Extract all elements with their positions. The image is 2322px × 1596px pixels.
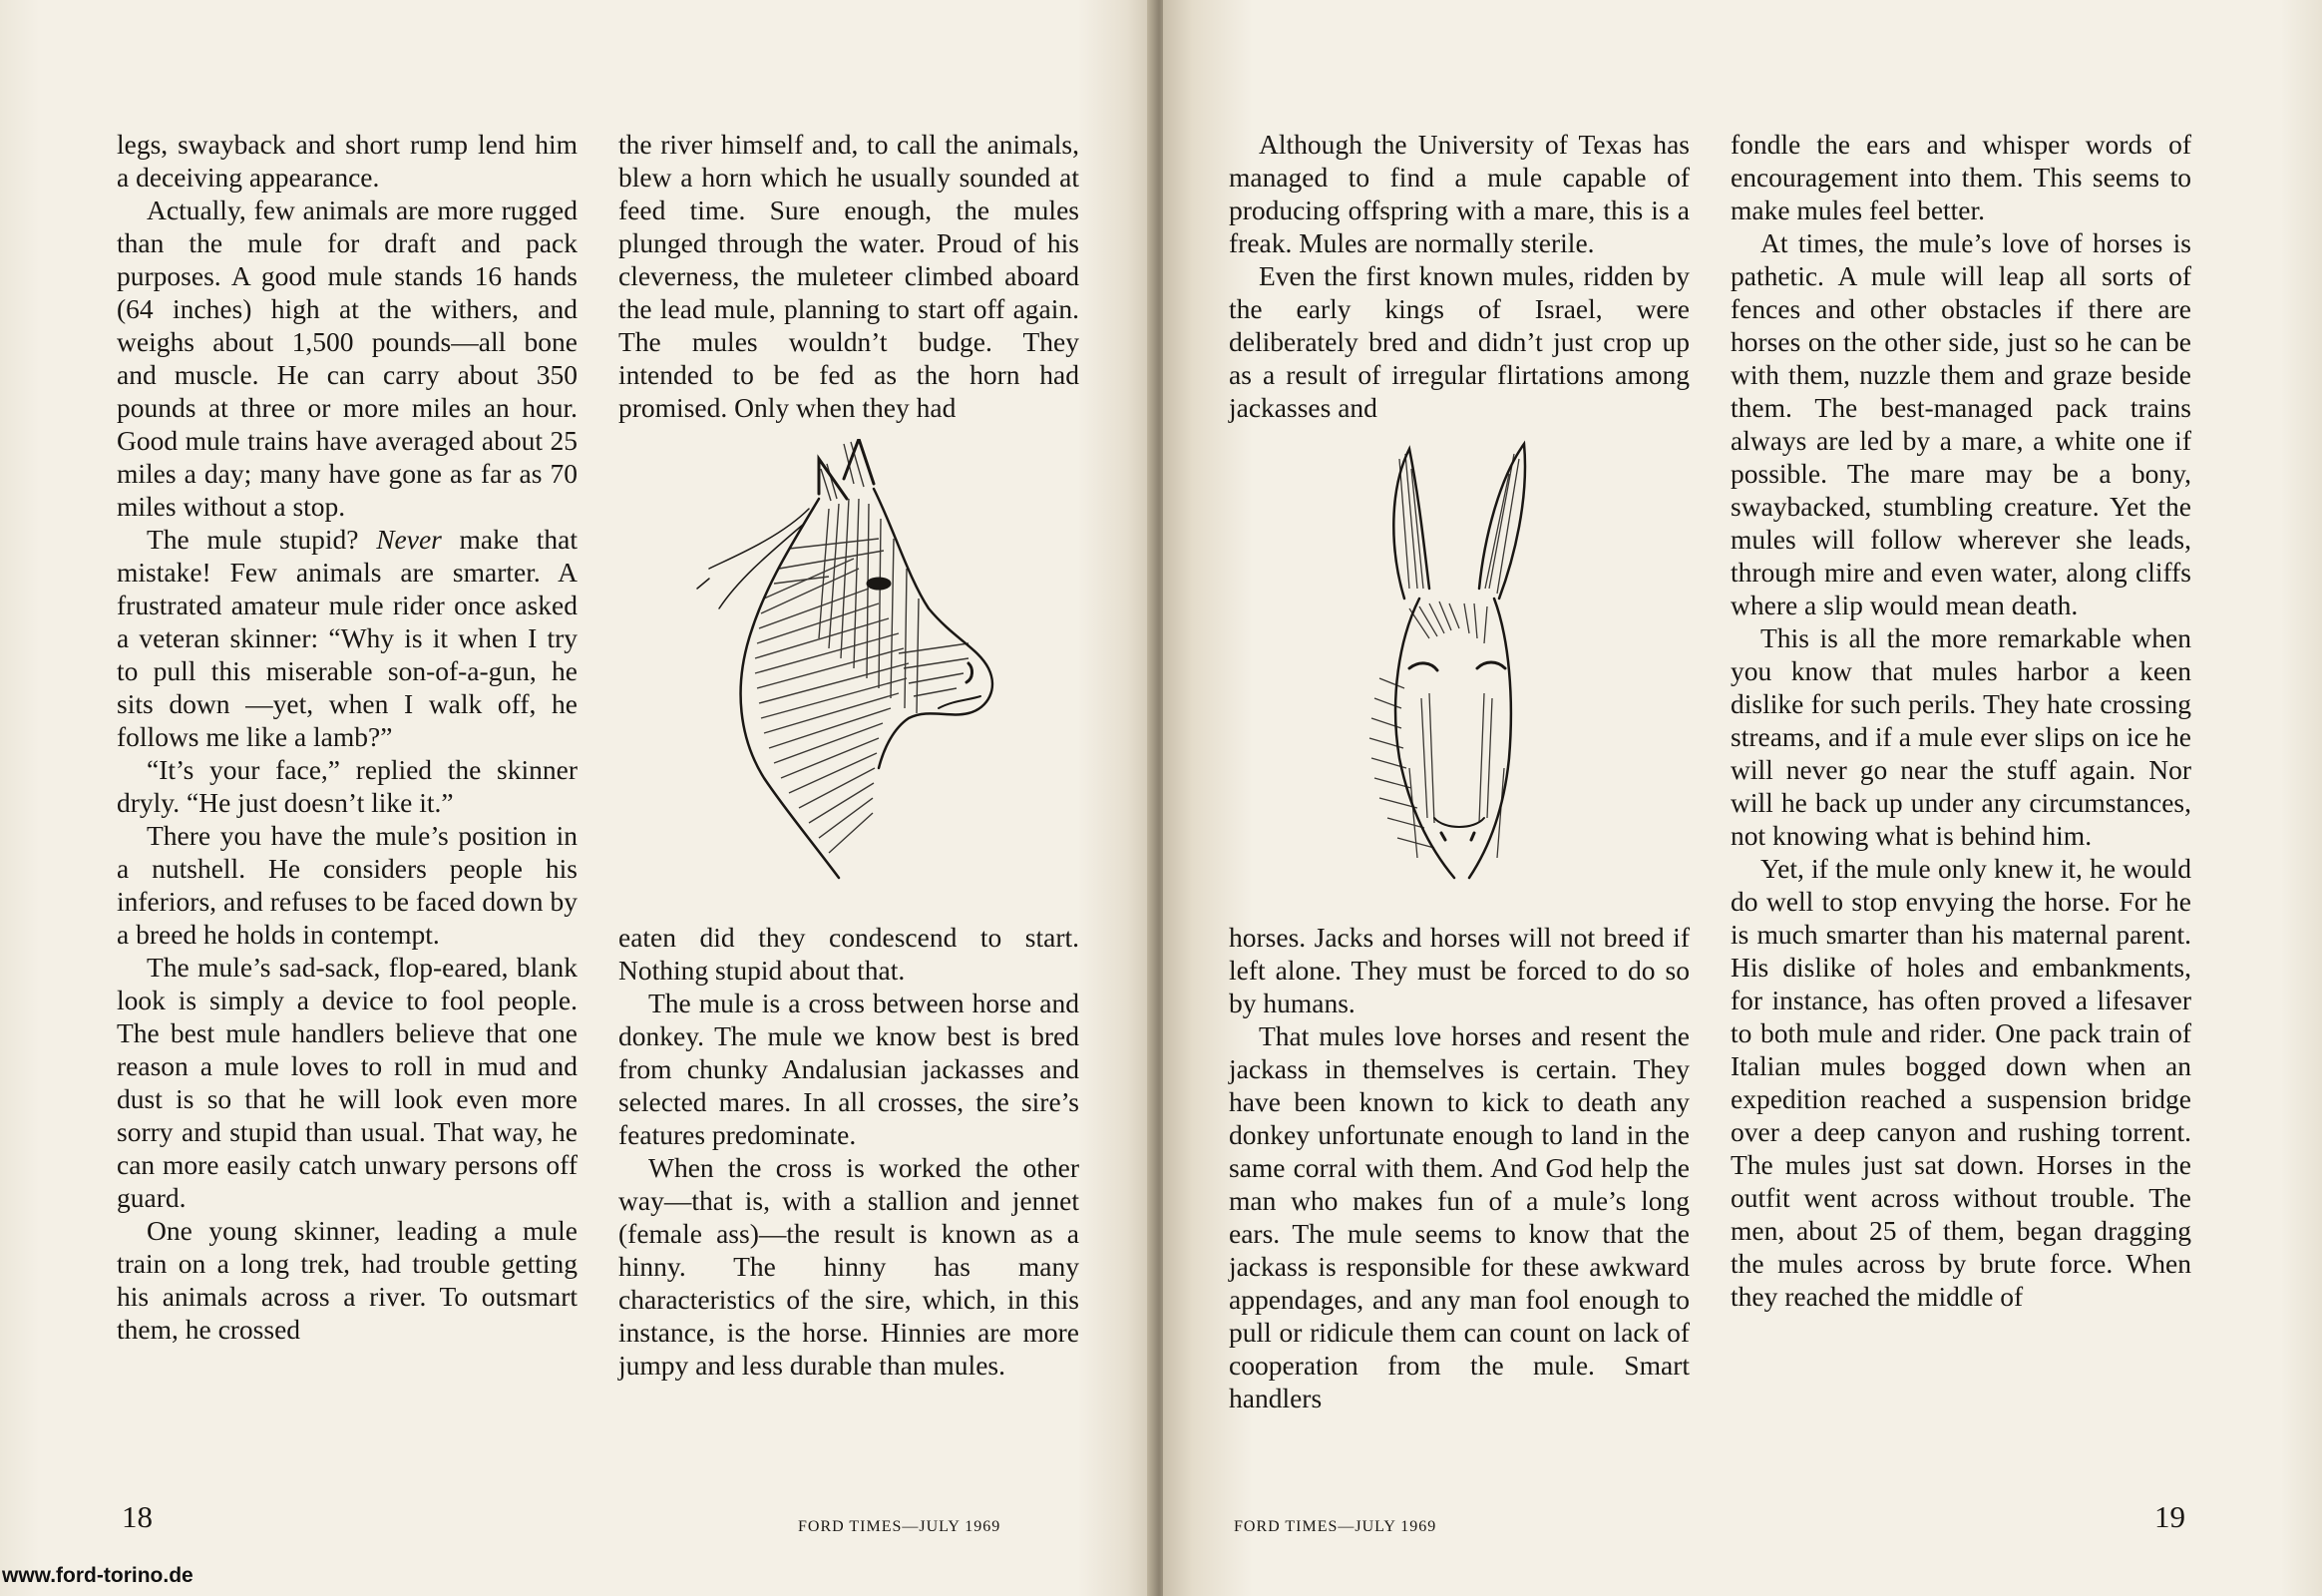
paragraph: Yet, if the mule only knew it, he would do well to stop envying the horse. For he is much smarter than his maternal parent. His dislike of holes and embankments, for instance, has often proved a lifesaver to both mule and rider. One pack train of Italian mules bogged down when an expedition reached a suspension bridge over a deep canyon and rushing torrent. The mules just sat down. Horses in the outfit went across without trouble. The men, about 25 of them, began dragging the mules across by brute force. When they reached the middle of xyxy=(1731,853,2191,1312)
paragraph: Actually, few animals are more rugged than the mule for draft and pack purposes. A good mule stands 16 hands (64 inches) high at the withers, and weighs about 1,500 pounds—all bone and muscle. He can carry about 350 pounds at three or more miles an hour. Good mule trains have averaged about 25 miles a day; many have gone as far as 70 miles without a stop. xyxy=(117,195,578,522)
emphasis-never: Never xyxy=(376,524,442,555)
mule-side-illustration xyxy=(669,439,1028,908)
paragraph: There you have the mule’s position in a nutshell. He considers people his inferiors, and refuses to be faced down by a breed he holds in contempt. xyxy=(117,820,578,950)
text-run: make that mistake! Few animals are smarter. A frustrated amateur mule rider once asked a veteran skinner: “Why is it when I try to pull this miserable son-of-a-gun, he sits down —yet, when I walk off, he follows me like a lamb?” xyxy=(117,524,579,752)
paragraph: Even the first known mules, ridden by the early kings of Israel, were deliberately bred and didn’t just crop up as a result of irregular flirtations among jackasses and xyxy=(1229,260,1690,423)
paragraph: The mule’s sad-sack, flop-eared, blank look is simply a device to fool people. The best mule handlers believe that one reason a mule loves to roll in mud and dust is so that he will look even more sorry and stupid than usual. That way, he can more easily catch unwary persons off guard. xyxy=(117,952,578,1213)
paragraph: fondle the ears and whisper words of encouragement into them. This seems to make mules feel better. xyxy=(1731,129,2191,225)
paragraph: the river himself and, to call the animals, blew a horn which he usually sounded at feed time. Sure enough, the mules plunged through the water. Proud of his cleverness, the muleteer climbed aboard the lead mule, planning to start off again. The mules wouldn’t budge. They intended to be fed as the horn had promised. Only when they had xyxy=(618,129,1079,423)
page-number-left: 18 xyxy=(122,1499,153,1534)
mule-front-illustration xyxy=(1310,439,1609,908)
footer-left: FORD TIMES—JULY 1969 xyxy=(798,1518,1001,1535)
left-page xyxy=(0,0,1155,1596)
right-page-column-1 xyxy=(1229,128,1690,1414)
paragraph: This is all the more remarkable when you know that mules harbor a keen dislike for such perils. They hate crossing streams, and if a mule ever slips on ice he will never go near the stuff again. Nor will he back up under any circumstances, not knowing what is behind him. xyxy=(1731,622,2191,851)
watermark: www.ford-torino.de xyxy=(2,1564,194,1587)
paragraph xyxy=(117,523,578,753)
footer-right: FORD TIMES—JULY 1969 xyxy=(1234,1518,1437,1535)
mule-head-front-sketch xyxy=(1229,434,1690,913)
paragraph: eaten did they condescend to start. Nothing stupid about that. xyxy=(618,922,1079,986)
paragraph: The mule is a cross between horse and donkey. The mule we know best is bred from chunky Andalusian jackasses and selected mares. In all crosses, the sire’s features predominate. xyxy=(618,988,1079,1150)
right-page-column-2 xyxy=(1731,128,2191,1313)
left-page-column-2 xyxy=(618,128,1079,1382)
paragraph: When the cross is worked the other way—that is, with a stallion and jennet (female ass)—the result is known as a hinny. The hinny has many characteristics of the sire, which, in this instance, is the horse. Hinnies are more jumpy and less durable than mules. xyxy=(618,1152,1079,1381)
page-number-right: 19 xyxy=(2154,1499,2185,1534)
mule-head-side-sketch xyxy=(618,434,1079,913)
paragraph: legs, swayback and short rump lend him a deceiving appearance. xyxy=(117,129,578,193)
paragraph: Although the University of Texas has managed to find a mule capable of producing offspring with a mare, this is a freak. Mules are normally sterile. xyxy=(1229,129,1690,258)
paragraph: One young skinner, leading a mule train on a long trek, had trouble getting his animals across a river. To outsmart them, he crossed xyxy=(117,1215,578,1345)
right-page xyxy=(1163,0,2322,1596)
left-page-column-1 xyxy=(117,128,578,1346)
paragraph: “It’s your face,” replied the skinner dryly. “He just doesn’t like it.” xyxy=(117,754,578,818)
paragraph: horses. Jacks and horses will not breed if left alone. They must be forced to do so by humans. xyxy=(1229,922,1690,1018)
paragraph: At times, the mule’s love of horses is pathetic. A mule will leap all sorts of fences and other obstacles if there are horses on the other side, just so he can be with them, nuzzle them and graze beside them. The best-managed pack trains always are led by a mare, a white one if possible. The mare may be a bony, swaybacked, stumbling creature. Yet the mules will follow wherever she leads, through mire and even water, along cliffs where a slip would mean death. xyxy=(1731,227,2191,620)
paragraph: That mules love horses and resent the jackass in themselves is certain. They have been known to kick to death any donkey unfortunate enough to land in the same corral with them. And God help the man who makes fun of a mule’s long ears. The mule seems to know that the jackass is responsible for these awkward appendages, and any man fool enough to pull or ridicule them can count on lack of cooperation from the mule. Smart handlers xyxy=(1229,1020,1690,1413)
text-run: The mule stupid? xyxy=(147,524,359,555)
